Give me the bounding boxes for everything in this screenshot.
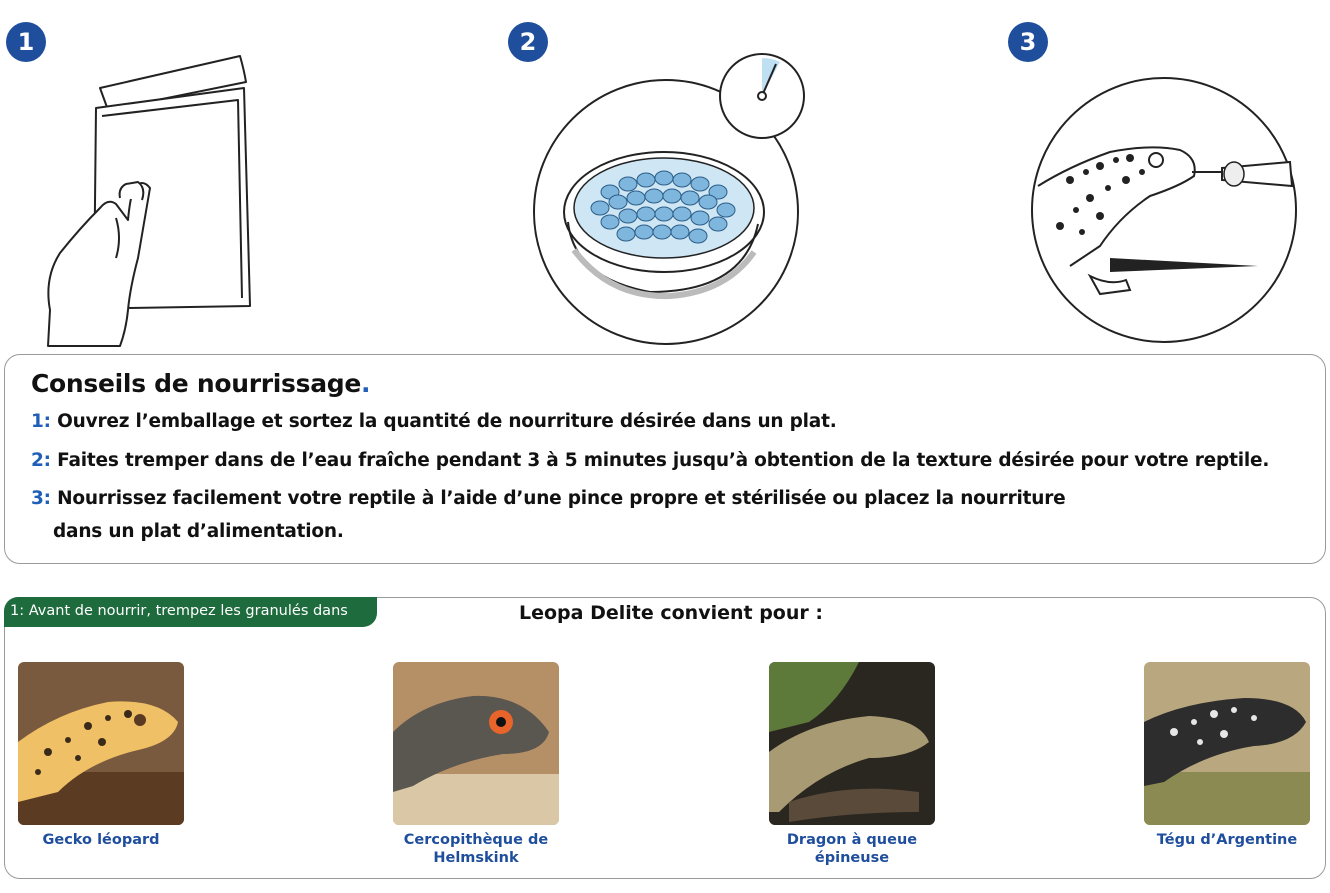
- animal-name: Tégu d’Argentine: [1156, 832, 1298, 848]
- bowl-of-soaking-pellets-icon: [530, 52, 820, 346]
- helmskink-photo: [393, 662, 559, 825]
- soaking-note-tab: 1: Avant de nourrir, trempez les granulés dans: [4, 597, 377, 627]
- suitability-title: Leopa Delite convient pour :: [519, 602, 823, 624]
- animal-card-argentine-tegu: [1144, 662, 1310, 849]
- leopard-gecko-photo: [18, 662, 184, 825]
- animal-card-spiny-tailed-dragon: [769, 662, 935, 867]
- step-3-badge: 3: [1008, 22, 1048, 62]
- animal-name: Dragon à queue épineuse: [786, 832, 918, 866]
- suitability-panel: [4, 597, 1326, 879]
- tip-1: 1: Ouvrez l’emballage et sortez la quantité de nourriture désirée dans un plat.: [31, 411, 837, 432]
- step-1-badge: 1: [6, 22, 46, 62]
- animal-card-leopard-gecko: [18, 662, 184, 849]
- tip-2: 2: Faites tremper dans de l’eau fraîche pendant 3 à 5 minutes jusqu’à obtention de la texture désirée pour votre reptile.: [31, 450, 1270, 471]
- argentine-tegu-photo: [1144, 662, 1310, 825]
- step-2-badge: 2: [508, 22, 548, 62]
- animal-card-helmskink: [393, 662, 559, 867]
- hand-holding-pouch-icon: [30, 48, 270, 348]
- animal-name: Cercopithèque de Helmskink: [403, 832, 549, 866]
- spiny-tailed-dragon-photo: [769, 662, 935, 825]
- tip-3: 3: Nourrissez facilement votre reptile à l’aide d’une pince propre et stérilisée ou placez la nourriture dans un plat d’alimentation.: [31, 488, 1066, 542]
- gecko-eating-from-tweezers-icon: [1030, 76, 1302, 346]
- feeding-tips-panel: [4, 354, 1326, 564]
- feeding-tips-title: Conseils de nourrissage.: [31, 369, 371, 398]
- animal-name: Gecko léopard: [42, 832, 160, 848]
